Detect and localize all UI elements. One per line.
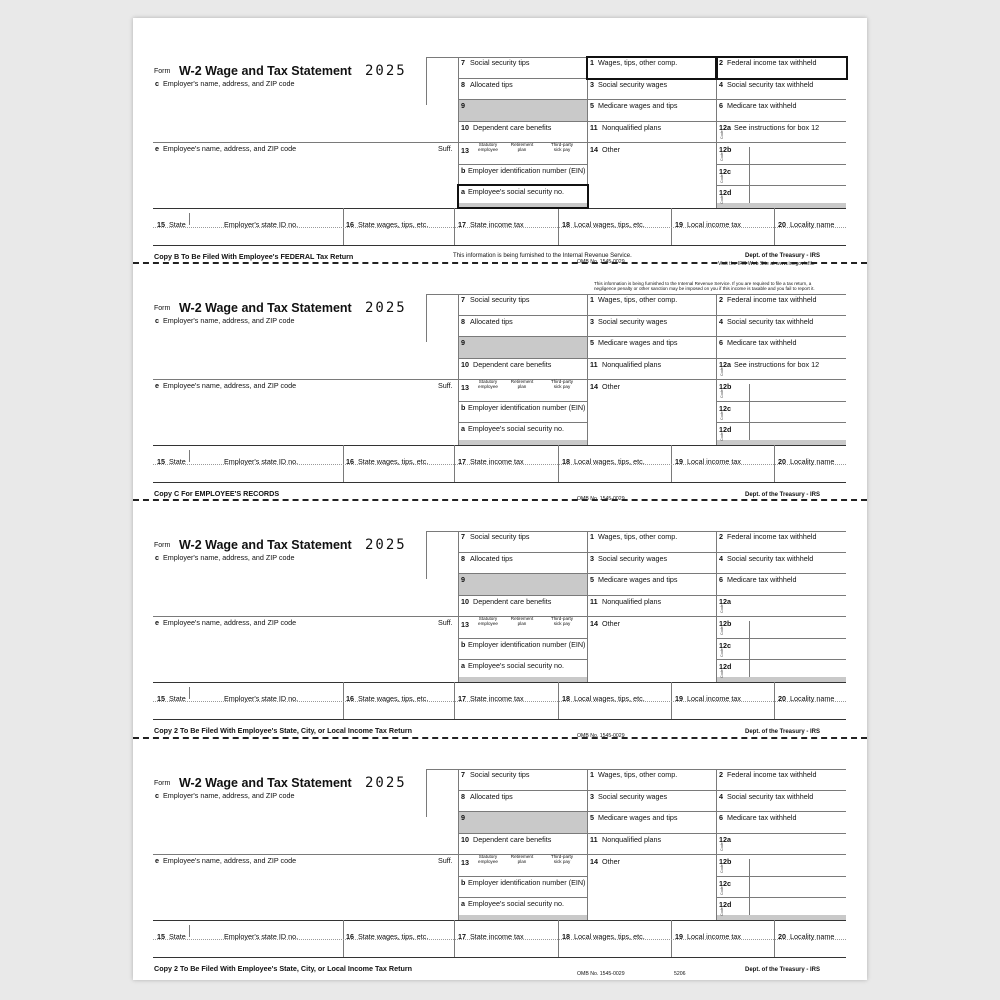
- box-8-number: 8: [461, 554, 465, 563]
- box-5-number: 5: [590, 101, 594, 110]
- box-7-number: 7: [461, 532, 465, 541]
- box-15-label[interactable]: State: [169, 932, 186, 941]
- box-17-number: 17: [458, 694, 466, 703]
- box-12-shaded-strip: [717, 203, 846, 208]
- box-a-outline: [457, 184, 589, 209]
- box-17-label[interactable]: State income tax: [470, 220, 524, 229]
- box-12b-label[interactable]: 12b: [719, 857, 732, 866]
- box-19-number: 19: [675, 457, 683, 466]
- box-13-retirement[interactable]: Retirement plan: [510, 142, 534, 152]
- box-e-label[interactable]: Employee's name, address, and ZIP code: [163, 144, 297, 153]
- box-12b-label[interactable]: 12b: [719, 145, 732, 154]
- box-20-label[interactable]: Locality name: [790, 457, 835, 466]
- box-15-state-id[interactable]: Employer's state ID no.: [224, 457, 299, 466]
- box-16-label[interactable]: State wages, tips, etc.: [358, 457, 429, 466]
- tax-year: 2025: [365, 300, 407, 316]
- box-20-number: 20: [778, 457, 786, 466]
- box-3-number: 3: [590, 317, 594, 326]
- suffix-label: Suff.: [438, 144, 453, 153]
- box-13-number: 13: [461, 146, 469, 155]
- box-14-number: 14: [590, 619, 598, 628]
- box-15-label[interactable]: State: [169, 457, 186, 466]
- box-12c-code-label: Code: [720, 411, 724, 420]
- box-18-number: 18: [562, 694, 570, 703]
- box-a-label[interactable]: Employee's social security no.: [468, 424, 565, 433]
- box-e-label[interactable]: Employee's name, address, and ZIP code: [163, 381, 297, 390]
- box-12-instructions: See instructions for box 12: [734, 123, 820, 132]
- box-4-number: 4: [719, 792, 723, 801]
- box-6-label[interactable]: Medicare tax withheld: [727, 575, 797, 584]
- box-13-number: 13: [461, 620, 469, 629]
- form-title: W-2 Wage and Tax Statement: [179, 301, 352, 315]
- box-5-label[interactable]: Medicare wages and tips: [598, 338, 678, 347]
- box-2-outline: [715, 56, 848, 80]
- box-17-label[interactable]: State income tax: [470, 694, 524, 703]
- box-8-label[interactable]: Allocated tips: [470, 317, 513, 326]
- box-3-number: 3: [590, 792, 594, 801]
- w2-copy-2: [133, 265, 867, 502]
- box-7-label[interactable]: Social security tips: [470, 532, 530, 541]
- box-9-shaded: [459, 574, 587, 595]
- box-4-label[interactable]: Social security tax withheld: [727, 792, 814, 801]
- box-1-number: 1: [590, 58, 594, 67]
- box-16-number: 16: [346, 457, 354, 466]
- form-title: W-2 Wage and Tax Statement: [179, 64, 352, 78]
- box-12d-label[interactable]: 12d: [719, 425, 732, 434]
- form-title: W-2 Wage and Tax Statement: [179, 538, 352, 552]
- box-13-third-party[interactable]: Third-party sick pay: [550, 142, 574, 152]
- omb-number: OMB No. 1545-0029: [577, 971, 625, 977]
- box-4-number: 4: [719, 80, 723, 89]
- box-3-label[interactable]: Social security wages: [598, 80, 668, 89]
- box-9-number: 9: [461, 338, 465, 347]
- copy-c-notice-line-1: This information is being furnished to the Internal Revenue Service. If you are required to file a tax return, a: [594, 281, 812, 286]
- box-12d-code-label: Code: [720, 669, 724, 678]
- efile-link[interactable]: Visit the IRS Web Site at www.irs.gov/efile: [718, 261, 815, 267]
- box-12c-label[interactable]: 12c: [719, 404, 731, 413]
- box-19-label[interactable]: Local income tax: [687, 220, 741, 229]
- box-13-statutory[interactable]: Statutory employee: [478, 616, 498, 626]
- box-b-label[interactable]: Employer identification number (EIN): [468, 640, 586, 649]
- box-11-label[interactable]: Nonqualified plans: [602, 123, 662, 132]
- box-16-label[interactable]: State wages, tips, etc.: [358, 220, 429, 229]
- box-6-label[interactable]: Medicare tax withheld: [727, 813, 797, 822]
- box-12b-label[interactable]: 12b: [719, 382, 732, 391]
- suffix-label: Suff.: [438, 381, 453, 390]
- box-c-letter: c: [155, 553, 159, 562]
- box-13-statutory[interactable]: Statutory employee: [478, 379, 498, 389]
- box-14-number: 14: [590, 857, 598, 866]
- box-13-statutory[interactable]: Statutory employee: [478, 142, 498, 152]
- box-19-label[interactable]: Local income tax: [687, 932, 741, 941]
- box-4-number: 4: [719, 554, 723, 563]
- box-12-instructions: See instructions for box 12: [734, 360, 820, 369]
- copy-footer-label: Copy B To Be Filed With Employee's FEDERAL Tax Return: [154, 252, 354, 261]
- box-12a-code-label: Code: [720, 604, 724, 613]
- box-15-number: 15: [157, 694, 165, 703]
- box-13-number: 13: [461, 858, 469, 867]
- box-15-state-id[interactable]: Employer's state ID no.: [224, 220, 299, 229]
- box-c-label[interactable]: Employer's name, address, and ZIP code: [163, 316, 295, 325]
- box-19-label[interactable]: Local income tax: [687, 694, 741, 703]
- box-6-label[interactable]: Medicare tax withheld: [727, 338, 797, 347]
- box-12a-label[interactable]: 12a: [719, 360, 731, 369]
- box-9-number: 9: [461, 101, 465, 110]
- box-1-number: 1: [590, 770, 594, 779]
- box-9-number: 9: [461, 813, 465, 822]
- box-15-label[interactable]: State: [169, 220, 186, 229]
- box-19-number: 19: [675, 932, 683, 941]
- box-16-number: 16: [346, 932, 354, 941]
- box-3-label[interactable]: Social security wages: [598, 792, 668, 801]
- irs-notice: This information is being furnished to the Internal Revenue Service.: [453, 253, 632, 259]
- box-1-number: 1: [590, 532, 594, 541]
- tax-year: 2025: [365, 537, 407, 553]
- box-8-number: 8: [461, 80, 465, 89]
- box-12d-label[interactable]: 12d: [719, 188, 732, 197]
- box-8-label[interactable]: Allocated tips: [470, 554, 513, 563]
- box-4-label[interactable]: Social security tax withheld: [727, 554, 814, 563]
- box-12d-label[interactable]: 12d: [719, 900, 732, 909]
- box-19-label[interactable]: Local income tax: [687, 457, 741, 466]
- box-8-number: 8: [461, 792, 465, 801]
- box-12b-code-label: Code: [720, 864, 724, 873]
- box-2-number: 2: [719, 770, 723, 779]
- box-9-shaded: [459, 812, 587, 833]
- box-10-label[interactable]: Dependent care benefits: [473, 360, 552, 369]
- box-19-number: 19: [675, 220, 683, 229]
- box-13-statutory[interactable]: Statutory employee: [478, 854, 498, 864]
- box-b-label[interactable]: Employer identification number (EIN): [468, 878, 586, 887]
- box-9-shaded: [459, 100, 587, 121]
- box-12d-code-label: Code: [720, 907, 724, 916]
- box-18-label[interactable]: Local wages, tips, etc.: [574, 457, 645, 466]
- box-12c-label[interactable]: 12c: [719, 879, 731, 888]
- form-label: Form: [154, 68, 171, 75]
- copy-footer-label: Copy 2 To Be Filed With Employee's State, City, or Local Income Tax Return: [154, 964, 413, 973]
- box-3-number: 3: [590, 80, 594, 89]
- box-8-label[interactable]: Allocated tips: [470, 792, 513, 801]
- box-12-shaded-strip: [717, 440, 846, 445]
- box-b-letter: b: [461, 878, 466, 887]
- tax-year: 2025: [365, 63, 407, 79]
- box-13-retirement[interactable]: Retirement plan: [510, 854, 534, 864]
- box-e-letter: e: [155, 381, 159, 390]
- omb-number: OMB No. 1545-0029: [577, 733, 625, 739]
- box-b-label[interactable]: Employer identification number (EIN): [468, 403, 586, 412]
- box-12c-label[interactable]: 12c: [719, 641, 731, 650]
- w2-copy-1: [133, 28, 867, 265]
- box-1-outline: [586, 56, 718, 80]
- box-12a-label[interactable]: 12a: [719, 597, 731, 606]
- box-8-number: 8: [461, 317, 465, 326]
- box-14-label[interactable]: Other: [602, 382, 620, 391]
- box-18-number: 18: [562, 220, 570, 229]
- box-12c-code-label: Code: [720, 886, 724, 895]
- box-16-number: 16: [346, 694, 354, 703]
- box-16-label[interactable]: State wages, tips, etc.: [358, 694, 429, 703]
- box-12a-label[interactable]: 12a: [719, 123, 731, 132]
- box-a-shaded-strip: [459, 677, 587, 682]
- box-2-number: 2: [719, 295, 723, 304]
- box-c-letter: c: [155, 79, 159, 88]
- box-12a-code-label: Code: [720, 367, 724, 376]
- box-10-label[interactable]: Dependent care benefits: [473, 835, 552, 844]
- box-10-number: 10: [461, 835, 469, 844]
- box-10-label[interactable]: Dependent care benefits: [473, 597, 552, 606]
- suffix-label: Suff.: [438, 856, 453, 865]
- box-10-number: 10: [461, 360, 469, 369]
- box-1-label[interactable]: Wages, tips, other comp.: [598, 532, 678, 541]
- box-20-number: 20: [778, 932, 786, 941]
- box-13-retirement[interactable]: Retirement plan: [510, 379, 534, 389]
- box-2-label[interactable]: Federal income tax withheld: [727, 295, 817, 304]
- box-7-label[interactable]: Social security tips: [470, 770, 530, 779]
- suffix-label: Suff.: [438, 618, 453, 627]
- box-a-letter: a: [461, 661, 465, 670]
- box-5-number: 5: [590, 575, 594, 584]
- box-c-letter: c: [155, 791, 159, 800]
- box-a-shaded-strip: [459, 440, 587, 445]
- form-label: Form: [154, 305, 171, 312]
- box-a-letter: a: [461, 187, 465, 196]
- box-11-label[interactable]: Nonqualified plans: [602, 835, 662, 844]
- box-15-state-id[interactable]: Employer's state ID no.: [224, 694, 299, 703]
- box-20-label[interactable]: Locality name: [790, 932, 835, 941]
- box-12a-label[interactable]: 12a: [719, 835, 731, 844]
- w2-copy-4: [133, 740, 867, 977]
- box-11-label[interactable]: Nonqualified plans: [602, 360, 662, 369]
- box-14-number: 14: [590, 145, 598, 154]
- copy-footer-label: Copy 2 To Be Filed With Employee's State, City, or Local Income Tax Return: [154, 726, 413, 735]
- box-20-number: 20: [778, 694, 786, 703]
- box-12c-code-label: Code: [720, 174, 724, 183]
- box-15-number: 15: [157, 457, 165, 466]
- box-a-letter: a: [461, 899, 465, 908]
- box-e-label[interactable]: Employee's name, address, and ZIP code: [163, 618, 297, 627]
- box-2-number: 2: [719, 532, 723, 541]
- box-11-number: 11: [590, 597, 598, 606]
- box-1-label[interactable]: Wages, tips, other comp.: [598, 295, 678, 304]
- box-18-number: 18: [562, 932, 570, 941]
- box-18-label[interactable]: Local wages, tips, etc.: [574, 932, 645, 941]
- box-17-number: 17: [458, 220, 466, 229]
- box-c-label[interactable]: Employer's name, address, and ZIP code: [163, 791, 295, 800]
- box-3-label[interactable]: Social security wages: [598, 554, 668, 563]
- form-label: Form: [154, 542, 171, 549]
- box-b-letter: b: [461, 166, 466, 175]
- box-15-state-id[interactable]: Employer's state ID no.: [224, 932, 299, 941]
- box-c-letter: c: [155, 316, 159, 325]
- box-15-number: 15: [157, 220, 165, 229]
- box-12d-label[interactable]: 12d: [719, 662, 732, 671]
- box-12c-label[interactable]: 12c: [719, 167, 731, 176]
- box-18-label[interactable]: Local wages, tips, etc.: [574, 694, 645, 703]
- box-13-third-party[interactable]: Third-party sick pay: [550, 379, 574, 389]
- box-7-number: 7: [461, 58, 465, 67]
- box-18-number: 18: [562, 457, 570, 466]
- box-6-number: 6: [719, 338, 723, 347]
- box-7-number: 7: [461, 770, 465, 779]
- box-12d-code-label: Code: [720, 432, 724, 441]
- box-15-label[interactable]: State: [169, 694, 186, 703]
- box-1-label[interactable]: Wages, tips, other comp.: [598, 770, 678, 779]
- box-2-label[interactable]: Federal income tax withheld: [727, 770, 817, 779]
- box-17-number: 17: [458, 932, 466, 941]
- box-4-label[interactable]: Social security tax withheld: [727, 80, 814, 89]
- perforation-line-3: [133, 737, 867, 739]
- box-b-label[interactable]: Employer identification number (EIN): [468, 166, 586, 175]
- box-9-shaded: [459, 337, 587, 358]
- box-12c-code-label: Code: [720, 648, 724, 657]
- w2-copy-3: [133, 502, 867, 739]
- box-12b-code-label: Code: [720, 152, 724, 161]
- box-5-number: 5: [590, 338, 594, 347]
- box-3-label[interactable]: Social security wages: [598, 317, 668, 326]
- box-e-label[interactable]: Employee's name, address, and ZIP code: [163, 856, 297, 865]
- box-2-number: 2: [719, 58, 723, 67]
- box-6-number: 6: [719, 575, 723, 584]
- box-a-label[interactable]: Employee's social security no.: [468, 187, 565, 196]
- box-4-number: 4: [719, 317, 723, 326]
- box-20-label[interactable]: Locality name: [790, 220, 835, 229]
- box-8-label[interactable]: Allocated tips: [470, 80, 513, 89]
- dept-treasury: Dept. of the Treasury - IRS: [745, 253, 821, 259]
- box-11-number: 11: [590, 835, 598, 844]
- box-a-letter: a: [461, 424, 465, 433]
- box-16-number: 16: [346, 220, 354, 229]
- box-12b-label[interactable]: 12b: [719, 619, 732, 628]
- box-7-label[interactable]: Social security tips: [470, 58, 530, 67]
- dept-treasury: Dept. of the Treasury - IRS: [745, 729, 821, 735]
- dept-treasury: Dept. of the Treasury - IRS: [745, 967, 821, 973]
- box-c-label[interactable]: Employer's name, address, and ZIP code: [163, 553, 295, 562]
- box-a-shaded-strip: [459, 915, 587, 920]
- box-15-number: 15: [157, 932, 165, 941]
- box-10-number: 10: [461, 123, 469, 132]
- box-e-letter: e: [155, 618, 159, 627]
- omb-number: OMB No. 1545-0029: [577, 496, 625, 502]
- box-5-label[interactable]: Medicare wages and tips: [598, 813, 678, 822]
- box-17-label[interactable]: State income tax: [470, 932, 524, 941]
- form-title: W-2 Wage and Tax Statement: [179, 776, 352, 790]
- box-12-shaded-strip: [717, 677, 846, 682]
- box-6-label[interactable]: Medicare tax withheld: [727, 101, 797, 110]
- box-18-label[interactable]: Local wages, tips, etc.: [574, 220, 645, 229]
- box-14-label[interactable]: Other: [602, 145, 620, 154]
- box-5-label[interactable]: Medicare wages and tips: [598, 101, 678, 110]
- box-5-number: 5: [590, 813, 594, 822]
- box-2-label[interactable]: Federal income tax withheld: [727, 58, 817, 67]
- box-10-label[interactable]: Dependent care benefits: [473, 123, 552, 132]
- box-13-retirement[interactable]: Retirement plan: [510, 616, 534, 626]
- box-6-number: 6: [719, 101, 723, 110]
- box-3-number: 3: [590, 554, 594, 563]
- box-10-number: 10: [461, 597, 469, 606]
- box-1-number: 1: [590, 295, 594, 304]
- box-13-third-party[interactable]: Third-party sick pay: [550, 616, 574, 626]
- copy-footer-label: Copy C For EMPLOYEE'S RECORDS: [154, 489, 280, 498]
- box-4-label[interactable]: Social security tax withheld: [727, 317, 814, 326]
- box-7-number: 7: [461, 295, 465, 304]
- box-14-number: 14: [590, 382, 598, 391]
- box-12d-code-label: Code: [720, 195, 724, 204]
- box-b-letter: b: [461, 403, 466, 412]
- box-6-number: 6: [719, 813, 723, 822]
- box-11-label[interactable]: Nonqualified plans: [602, 597, 662, 606]
- box-16-label[interactable]: State wages, tips, etc.: [358, 932, 429, 941]
- dept-treasury: Dept. of the Treasury - IRS: [745, 492, 821, 498]
- box-12-shaded-strip: [717, 915, 846, 920]
- box-14-label[interactable]: Other: [602, 619, 620, 628]
- box-17-number: 17: [458, 457, 466, 466]
- box-11-number: 11: [590, 123, 598, 132]
- omb-number: OMB No. 1545-0029: [577, 259, 625, 265]
- box-20-number: 20: [778, 220, 786, 229]
- form-label: Form: [154, 780, 171, 787]
- box-a-label[interactable]: Employee's social security no.: [468, 899, 565, 908]
- box-17-label[interactable]: State income tax: [470, 457, 524, 466]
- box-12a-code-label: Code: [720, 842, 724, 851]
- box-14-label[interactable]: Other: [602, 857, 620, 866]
- tax-year: 2025: [365, 775, 407, 791]
- box-c-label[interactable]: Employer's name, address, and ZIP code: [163, 79, 295, 88]
- box-7-label[interactable]: Social security tips: [470, 295, 530, 304]
- box-11-number: 11: [590, 360, 598, 369]
- box-e-letter: e: [155, 144, 159, 153]
- box-a-label[interactable]: Employee's social security no.: [468, 661, 565, 670]
- box-e-letter: e: [155, 856, 159, 865]
- box-20-label[interactable]: Locality name: [790, 694, 835, 703]
- box-19-number: 19: [675, 694, 683, 703]
- box-5-label[interactable]: Medicare wages and tips: [598, 575, 678, 584]
- box-13-number: 13: [461, 383, 469, 392]
- box-2-label[interactable]: Federal income tax withheld: [727, 532, 817, 541]
- box-9-number: 9: [461, 575, 465, 584]
- box-12b-code-label: Code: [720, 389, 724, 398]
- box-b-letter: b: [461, 640, 466, 649]
- box-1-label[interactable]: Wages, tips, other comp.: [598, 58, 678, 67]
- box-13-third-party[interactable]: Third-party sick pay: [550, 854, 574, 864]
- copy-c-notice-line-2: negligence penalty or other sanction may be imposed on you if this income is taxable and you fail to report it.: [594, 286, 815, 291]
- box-12a-code-label: Code: [720, 130, 724, 139]
- catalog-number: 5206: [674, 971, 686, 977]
- box-12b-code-label: Code: [720, 626, 724, 635]
